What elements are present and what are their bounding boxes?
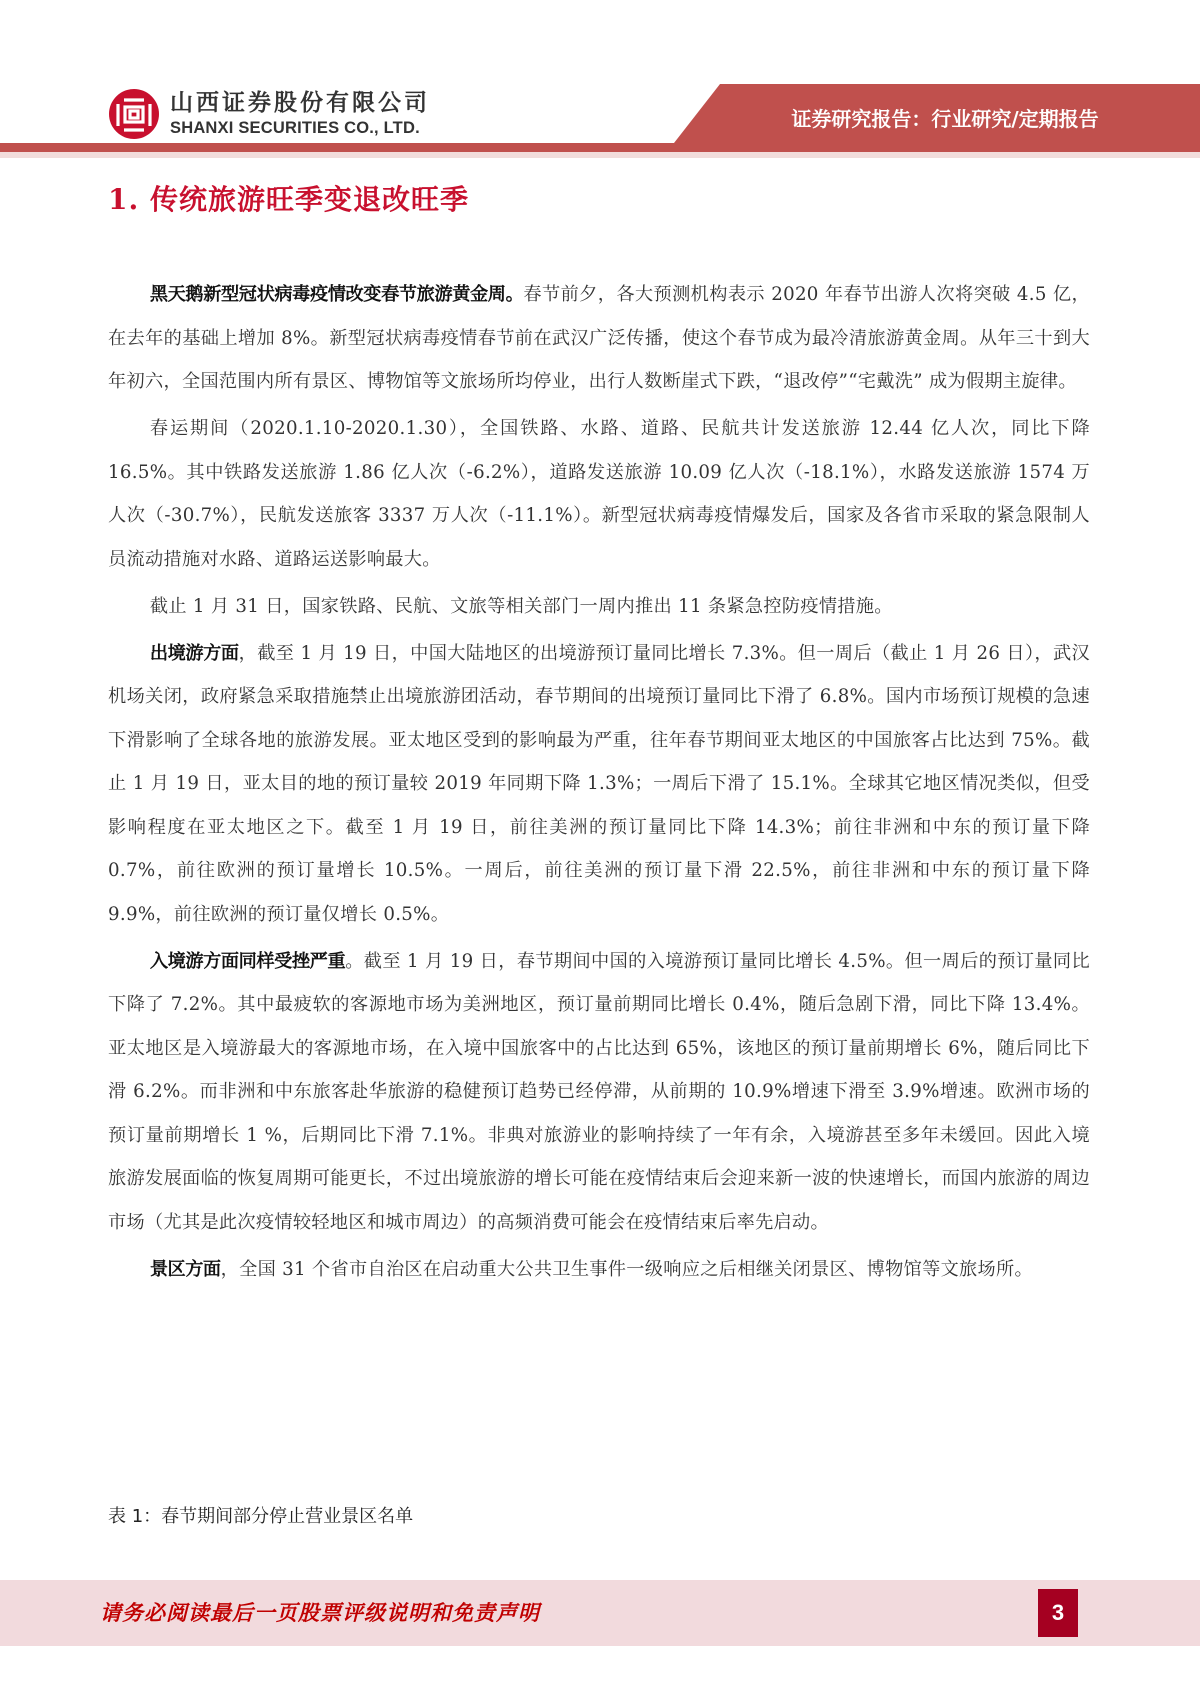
disclaimer-notice: 请务必阅读最后一页股票评级说明和免责声明 <box>100 1601 540 1625</box>
paragraph-lead: 景区方面 <box>149 1258 221 1280</box>
paragraph-black-swan <box>108 273 1090 404</box>
paragraph-inbound-travel <box>108 940 1090 1245</box>
paragraph-outbound-travel <box>108 632 1090 937</box>
paragraph-text: ，全国 31 个省市自治区在启动重大公共卫生事件一级响应之后相继关闭景区、博物馆等文旅场所。 <box>220 1258 1034 1280</box>
page-number: 3 <box>1038 1589 1078 1637</box>
page-header <box>0 0 1200 170</box>
paragraph-emergency-measures <box>108 585 1090 629</box>
paragraph-text: 。截至 1 月 19 日，春节期间中国的入境游预订量同比增长 4.5%。但一周后的预订量同比下降了 7.2%。其中最疲软的客源地市场为美洲地区，预订量前期同比增长 0.4%，随后急剧下滑，同比下降 13.4%。亚太地区是入境游最大的客源地市场，在入境中国旅客中的占比达到 65%，该地区的预订量前期增长 6%，随后同比下滑 6.2%。而非洲和中东旅客赴华旅游的稳健预订趋势已经停滞，从前期的 10.9%增速下滑至 3.9%增速。欧洲市场的预订量前期增长 1 %，后期同比下滑 7.1%。非典对旅游业的影响持续了一年有余，入境游甚至多年未缓回。因此入境旅游发展面临的恢复周期可能更长，不过出境旅游的增长可能在疫情结束后会迎来新一波的快速增长，而国内旅游的周边市场（尤其是此次疫情较轻地区和城市周边）的高频消费可能会在疫情结束后率先启动。 <box>108 950 1090 1233</box>
paragraph-text: 春运期间（2020.1.10-2020.1.30），全国铁路、水路、道路、民航共计发送旅游 12.44 亿人次，同比下降 16.5%。其中铁路发送旅游 1.86 亿人次（-6.2%），道路发送旅游 10.09 亿人次（-18.1%），水路发送旅游 1574 万人次（-30.7%），民航发送旅客 3337 万人次（-11.1%）。新型冠状病毒疫情爆发后，国家及各省市采取的紧急限制人员流动措施对水路、道路运送影响最大。 <box>108 418 1090 570</box>
paragraph-lead: 黑天鹅新型冠状病毒疫情改变春节旅游黄金周。 <box>149 284 524 305</box>
section-title: 1. 传统旅游旺季变退改旺季 <box>108 183 469 216</box>
report-body <box>108 273 1090 1295</box>
paragraph-scenic-areas <box>108 1248 1090 1292</box>
company-name-cn: 山西证券股份有限公司 <box>170 90 430 116</box>
paragraph-lead: 出境游方面 <box>149 642 239 664</box>
paragraph-spring-festival-transport <box>108 407 1090 581</box>
paragraph-lead: 入境游方面同样受挫严重 <box>149 950 346 972</box>
paragraph-text: 截止 1 月 31 日，国家铁路、民航、文旅等相关部门一周内推出 11 条紧急控防疫情措施。 <box>149 595 893 617</box>
header-band <box>0 0 1200 170</box>
table-caption: 表 1：春节期间部分停止营业景区名单 <box>108 1506 414 1527</box>
company-name-en: SHANXI SECURITIES CO., LTD. <box>170 119 420 137</box>
paragraph-text: ，截至 1 月 19 日，中国大陆地区的出境游预订量同比增长 7.3%。但一周后（截止 1 月 26 日），武汉机场关闭，政府紧急采取措施禁止出境旅游团活动，春节期间的出境预订量同比下滑了 6.8%。国内市场预订规模的急速下滑影响了全球各地的旅游发展。亚太地区受到的影响最为严重，往年春节期间亚太地区的中国旅客占比达到 75%。截止 1 月 19 日，亚太目的地的预订量较 2019 年同期下降 1.3%；一周后下滑了 15.1%。全球其它地区情况类似，但受影响程度在亚太地区之下。截至 1 月 19 日，前往美洲的预订量同比下降 14.3%；前往非洲和中东的预订量下降 0.7%，前往欧洲的预订量增长 10.5%。一周后，前往美洲的预订量下滑 22.5%，前往非洲和中东的预订量下降 9.9%，前往欧洲的预订量仅增长 0.5%。 <box>108 642 1090 925</box>
report-type-label: 证券研究报告：行业研究/定期报告 <box>791 107 1099 131</box>
shanxi-securities-logo-icon <box>108 88 160 140</box>
paragraph-text: 春节前夕，各大预测机构表示 2020 年春节出游人次将突破 4.5 亿，在去年的基础上增加 8%。新型冠状病毒疫情春节前在武汉广泛传播，使这个春节成为最冷清旅游黄金周。从年三十到大年初六，全国范围内所有景区、博物馆等文旅场所均停业，出行人数断崖式下跌，“退改停”“宅戴洗” 成为假期主旋律。 <box>108 284 1090 392</box>
